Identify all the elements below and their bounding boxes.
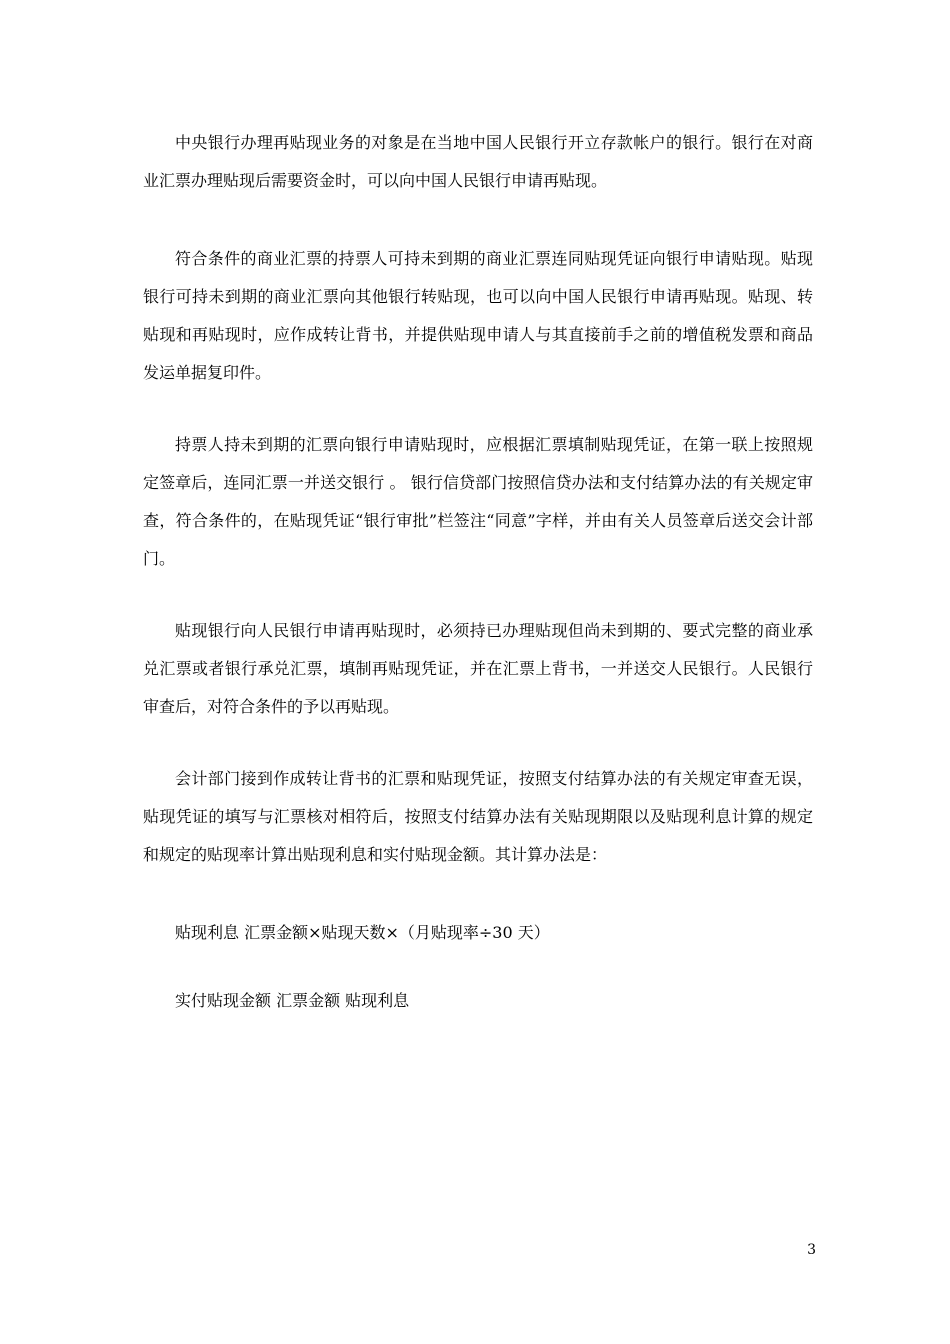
paragraph-discount-conditions: 符合条件的商业汇票的持票人可持未到期的商业汇票连同贴现凭证向银行申请贴现。贴现银行可持未到期的商业汇票向其他银行转贴现，也可以向中国人民银行申请再贴现。贴现、转贴现和再贴现时，应作成转让背书，并提供贴现申请人与其直接前手之前的增值税发票和商品发运单据复印件。 bbox=[143, 249, 813, 382]
formula-actual-discount-amount: 实付贴现金额 汇票金额 贴现利息 bbox=[175, 991, 410, 1010]
document-body bbox=[143, 124, 813, 1020]
formula-discount-interest: 贴现利息 汇票金额×贴现天数×（月贴现率÷30 天） bbox=[175, 923, 550, 942]
paragraph-rediscount-object: 中央银行办理再贴现业务的对象是在当地中国人民银行开立存款帐户的银行。银行在对商业汇票办理贴现后需要资金时，可以向中国人民银行申请再贴现。 bbox=[143, 133, 813, 190]
page-number: 3 bbox=[807, 1242, 816, 1258]
paragraph-holder-application: 持票人持未到期的汇票向银行申请贴现时，应根据汇票填制贴现凭证，在第一联上按照规定签章后，连同汇票一并送交银行 。 银行信贷部门按照信贷办法和支付结算办法的有关规定审查，符合条件的，在贴现凭证“银行审批”栏签注“同意”字样，并由有关人员签章后送交会计部门。 bbox=[143, 435, 813, 568]
paragraph-accounting-review: 会计部门接到作成转让背书的汇票和贴现凭证，按照支付结算办法的有关规定审查无误，贴现凭证的填写与汇票核对相符后，按照支付结算办法有关贴现期限以及贴现利息计算的规定和规定的贴现率计算出贴现利息和实付贴现金额。其计算办法是： bbox=[143, 769, 813, 864]
paragraph-bank-rediscount-application: 贴现银行向人民银行申请再贴现时，必须持已办理贴现但尚未到期的、要式完整的商业承兑汇票或者银行承兑汇票，填制再贴现凭证，并在汇票上背书，一并送交人民银行。人民银行审查后，对符合条件的予以再贴现。 bbox=[143, 621, 813, 716]
